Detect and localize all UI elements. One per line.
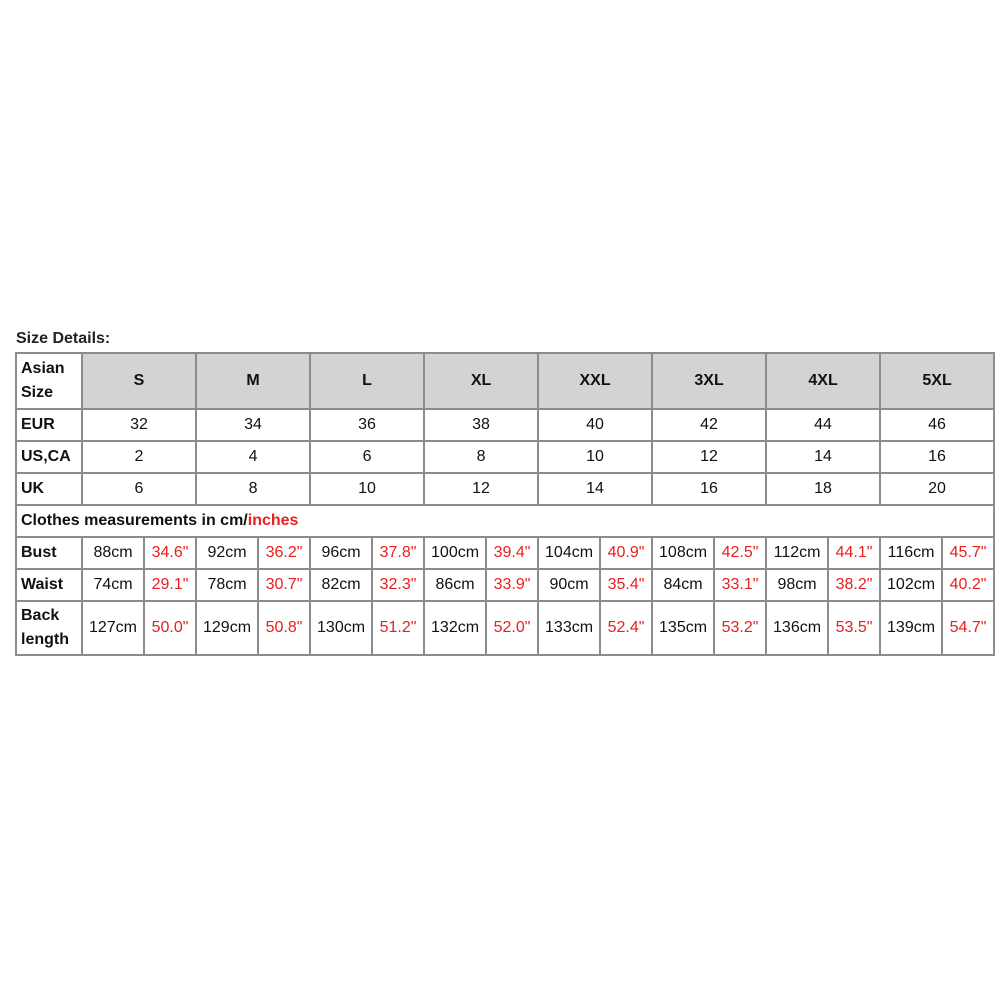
conversion-value: 12: [652, 441, 766, 473]
size-header-row: [16, 353, 994, 409]
measurement-inches: 53.2": [714, 601, 766, 655]
measurement-inches: 51.2": [372, 601, 424, 655]
conversion-value: 6: [82, 473, 196, 505]
measurement-cm: 82cm: [310, 569, 372, 601]
conversion-row: [16, 441, 994, 473]
measurement-cm: 112cm: [766, 537, 828, 569]
measurement-inches: 29.1": [144, 569, 196, 601]
conversion-value: 14: [766, 441, 880, 473]
measurement-inches: 38.2": [828, 569, 880, 601]
header-label: Asian Size: [16, 353, 82, 409]
measurement-inches: 33.9": [486, 569, 538, 601]
size-header-s: S: [82, 353, 196, 409]
measurements-heading-prefix: Clothes measurements in cm/: [21, 512, 248, 529]
measurement-cm: 98cm: [766, 569, 828, 601]
conversion-value: 14: [538, 473, 652, 505]
measurement-label: Bust: [16, 537, 82, 569]
conversion-row: [16, 473, 994, 505]
size-header-3xl: 3XL: [652, 353, 766, 409]
conversion-value: 10: [538, 441, 652, 473]
measurement-row: [16, 569, 994, 601]
conversion-value: 38: [424, 409, 538, 441]
measurement-inches: 33.1": [714, 569, 766, 601]
conversion-value: 34: [196, 409, 310, 441]
measurement-cm: 92cm: [196, 537, 258, 569]
conversion-value: 32: [82, 409, 196, 441]
conversion-label: EUR: [16, 409, 82, 441]
measurement-cm: 100cm: [424, 537, 486, 569]
conversion-value: 42: [652, 409, 766, 441]
conversion-value: 8: [424, 441, 538, 473]
measurement-inches: 50.8": [258, 601, 310, 655]
measurement-cm: 78cm: [196, 569, 258, 601]
measurement-inches: 44.1": [828, 537, 880, 569]
size-header-xxl: XXL: [538, 353, 652, 409]
measurements-heading-inches: inches: [247, 512, 299, 529]
conversion-value: 8: [196, 473, 310, 505]
conversion-label: UK: [16, 473, 82, 505]
measurement-cm: 129cm: [196, 601, 258, 655]
measurement-inches: 36.2": [258, 537, 310, 569]
conversion-value: 10: [310, 473, 424, 505]
measurement-cm: 132cm: [424, 601, 486, 655]
measurement-inches: 52.4": [600, 601, 652, 655]
measurement-cm: 74cm: [82, 569, 144, 601]
measurement-inches: 30.7": [258, 569, 310, 601]
measurement-inches: 42.5": [714, 537, 766, 569]
measurement-inches: 39.4": [486, 537, 538, 569]
measurement-inches: 34.6": [144, 537, 196, 569]
measurements-heading: [16, 505, 994, 537]
size-header-m: M: [196, 353, 310, 409]
conversion-value: 18: [766, 473, 880, 505]
conversion-row: [16, 409, 994, 441]
measurement-inches: 52.0": [486, 601, 538, 655]
conversion-value: 36: [310, 409, 424, 441]
measurement-label: Back length: [16, 601, 82, 655]
measurement-row: [16, 537, 994, 569]
measurement-inches: 37.8": [372, 537, 424, 569]
conversion-value: 20: [880, 473, 994, 505]
conversion-value: 46: [880, 409, 994, 441]
measurement-cm: 130cm: [310, 601, 372, 655]
measurement-cm: 86cm: [424, 569, 486, 601]
measurement-cm: 133cm: [538, 601, 600, 655]
conversion-value: 16: [880, 441, 994, 473]
measurement-label: Waist: [16, 569, 82, 601]
measurement-cm: 104cm: [538, 537, 600, 569]
measurement-cm: 96cm: [310, 537, 372, 569]
size-header-5xl: 5XL: [880, 353, 994, 409]
measurement-cm: 116cm: [880, 537, 942, 569]
measurement-inches: 40.2": [942, 569, 994, 601]
size-chart-table: [15, 352, 995, 656]
measurement-cm: 102cm: [880, 569, 942, 601]
measurements-heading-row: [16, 505, 994, 537]
conversion-value: 44: [766, 409, 880, 441]
measurement-cm: 108cm: [652, 537, 714, 569]
measurement-inches: 54.7": [942, 601, 994, 655]
measurement-cm: 127cm: [82, 601, 144, 655]
measurement-inches: 40.9": [600, 537, 652, 569]
size-header-l: L: [310, 353, 424, 409]
measurement-inches: 50.0": [144, 601, 196, 655]
conversion-label: US,CA: [16, 441, 82, 473]
measurement-row: [16, 601, 994, 655]
measurement-inches: 53.5": [828, 601, 880, 655]
measurement-cm: 135cm: [652, 601, 714, 655]
size-header-xl: XL: [424, 353, 538, 409]
page-title: Size Details:: [16, 330, 111, 347]
size-header-4xl: 4XL: [766, 353, 880, 409]
measurement-cm: 84cm: [652, 569, 714, 601]
measurement-cm: 139cm: [880, 601, 942, 655]
measurement-inches: 32.3": [372, 569, 424, 601]
conversion-value: 2: [82, 441, 196, 473]
measurement-cm: 88cm: [82, 537, 144, 569]
measurement-cm: 136cm: [766, 601, 828, 655]
conversion-value: 16: [652, 473, 766, 505]
measurement-cm: 90cm: [538, 569, 600, 601]
measurement-inches: 45.7": [942, 537, 994, 569]
conversion-value: 12: [424, 473, 538, 505]
conversion-value: 40: [538, 409, 652, 441]
conversion-value: 4: [196, 441, 310, 473]
conversion-value: 6: [310, 441, 424, 473]
measurement-inches: 35.4": [600, 569, 652, 601]
